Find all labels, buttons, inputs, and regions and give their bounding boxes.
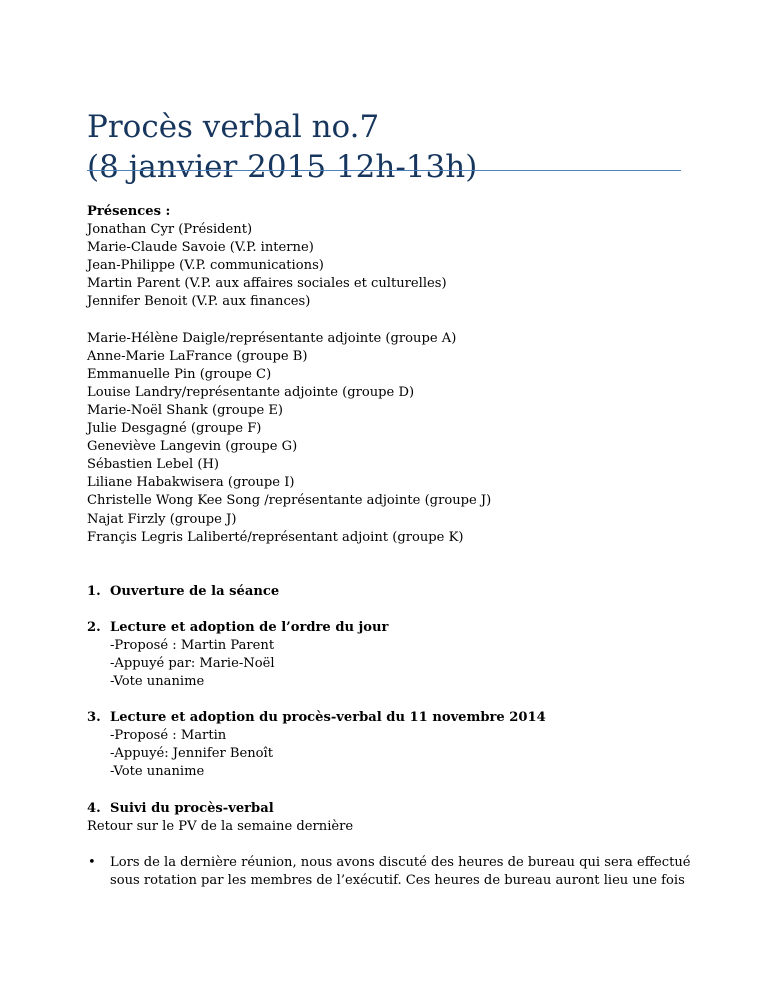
- attendee: Marie-Hélène Daigle/représentante adjointe (groupe A): [87, 330, 457, 346]
- section-suivi: [87, 800, 687, 818]
- bullet-icon: •: [88, 854, 96, 870]
- suivi-bullet: [87, 854, 691, 890]
- attendee: Louise Landry/représentante adjointe (groupe D): [87, 384, 415, 400]
- section-line: -Appuyé: Jennifer Benoît: [110, 746, 274, 762]
- representatives-list: [87, 330, 687, 547]
- section-title: Suivi du procès-verbal: [110, 800, 274, 816]
- section-number: 1.: [87, 583, 101, 599]
- section-title: Ouverture de la séance: [110, 583, 280, 599]
- attendee: Jean-Philippe (V.P. communications): [87, 258, 324, 274]
- section-title: Lecture et adoption de l’ordre du jour: [110, 619, 389, 635]
- executive-list: [87, 221, 687, 311]
- attendee: Emmanuelle Pin (groupe C): [87, 366, 272, 382]
- section-line: -Proposé : Martin: [110, 728, 227, 744]
- attendee: Jennifer Benoit (V.P. aux finances): [87, 294, 311, 310]
- attendee: Françis Legris Laliberté/représentant adjoint (groupe K): [87, 529, 464, 545]
- attendee: Geneviève Langevin (groupe G): [87, 439, 298, 455]
- bullet-text-line: Lors de la dernière réunion, nous avons discuté des heures de bureau qui sera effectué: [110, 854, 691, 870]
- attendee: Marie-Noël Shank (groupe E): [87, 402, 284, 418]
- section-number: 4.: [87, 800, 101, 816]
- suivi-intro: Retour sur le PV de la semaine dernière: [87, 818, 354, 834]
- section-number: 3.: [87, 710, 101, 726]
- title-line-1: Procès verbal no.7: [87, 109, 380, 145]
- section-title: Lecture et adoption du procès-verbal du 11 novembre 2014: [110, 710, 546, 726]
- attendee: Jonathan Cyr (Président): [87, 222, 253, 238]
- attendee: Sébastien Lebel (H): [87, 457, 219, 473]
- section-line: -Vote unanime: [110, 764, 205, 780]
- bullet-text-line: sous rotation par les membres de l’exécutif. Ces heures de bureau auront lieu une fois: [110, 872, 685, 888]
- presences-heading: Présences :: [87, 204, 171, 219]
- attendee: Christelle Wong Kee Song /représentante adjointe (groupe J): [87, 493, 492, 509]
- section-number: 2.: [87, 619, 101, 635]
- attendee: Najat Firzly (groupe J): [87, 511, 237, 527]
- title-underline: [87, 170, 681, 171]
- section-line: -Proposé : Martin Parent: [110, 637, 275, 653]
- page-title: [87, 107, 687, 187]
- attendee: Martin Parent (V.P. aux affaires sociales et culturelles): [87, 276, 447, 292]
- section-line: -Vote unanime: [110, 674, 205, 690]
- section-ordre-du-jour: [87, 619, 687, 691]
- attendee: Julie Desgagné (groupe F): [87, 421, 262, 437]
- attendee: Anne-Marie LaFrance (groupe B): [87, 348, 308, 364]
- attendee: Marie-Claude Savoie (V.P. interne): [87, 240, 314, 256]
- attendee: Liliane Habakwisera (groupe I): [87, 475, 295, 491]
- section-ouverture: [87, 583, 687, 601]
- title-line-2: (8 janvier 2015 12h-13h): [87, 149, 478, 185]
- document-body: [87, 203, 691, 890]
- section-line: -Appuyé par: Marie-Noël: [110, 655, 275, 671]
- section-adoption-pv: [87, 709, 687, 781]
